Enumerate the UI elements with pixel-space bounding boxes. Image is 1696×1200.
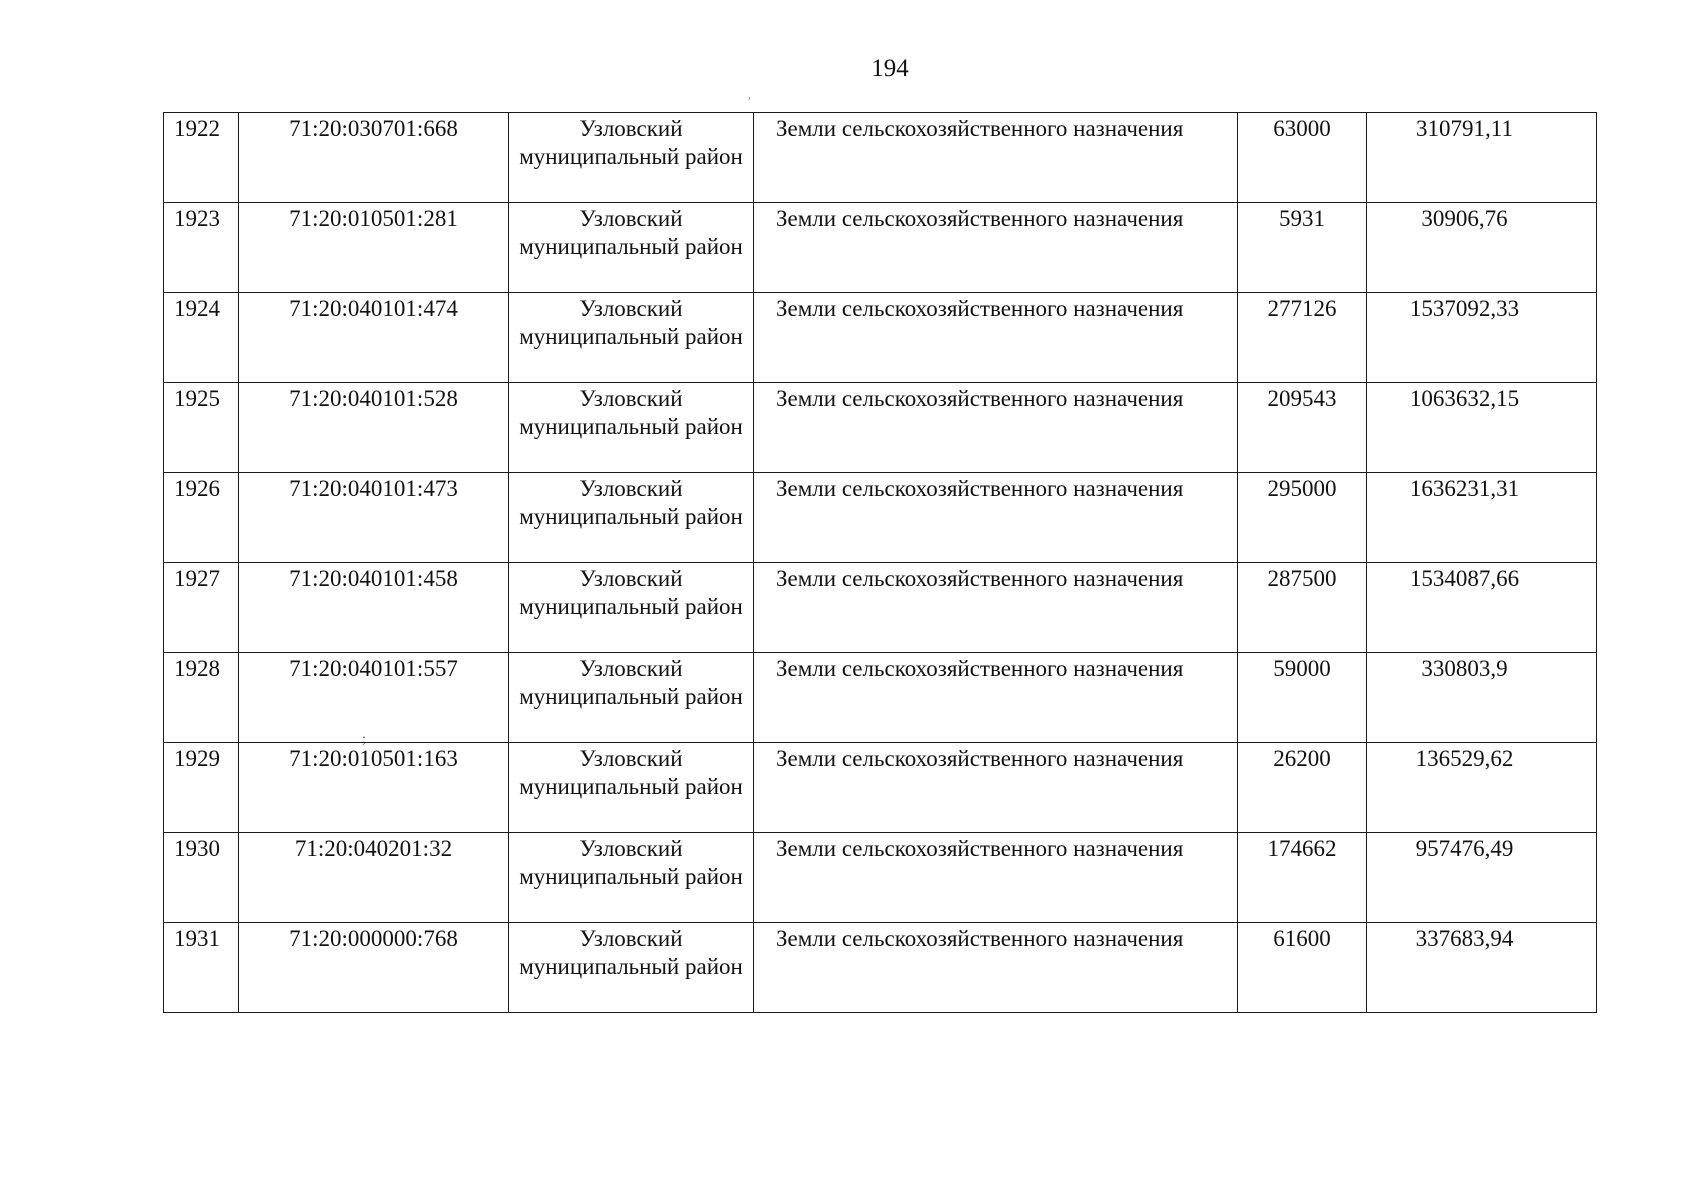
table-row [164, 203, 1597, 293]
land-category: Земли сельскохозяйственного назначения [754, 383, 1238, 473]
land-category: Земли сельскохозяйственного назначения [754, 563, 1238, 653]
area-value: 59000 [1238, 653, 1367, 743]
row-number: 1926 [164, 473, 239, 563]
cadastral-number: 71:20:010501:281 [239, 203, 509, 293]
area-value: 287500 [1238, 563, 1367, 653]
cadastral-value: 1636231,31 [1367, 473, 1597, 563]
area-value: 26200 [1238, 743, 1367, 833]
land-category: Земли сельскохозяйственного назначения [754, 113, 1238, 203]
scan-speck: ; [362, 732, 366, 747]
cadastral-number: 71:20:040101:473 [239, 473, 509, 563]
district-name: Узловский муниципальный район [509, 653, 754, 743]
table-row [164, 653, 1597, 743]
cadastral-number: 71:20:000000:768 [239, 923, 509, 1013]
cadastral-value: 1534087,66 [1367, 563, 1597, 653]
land-category: Земли сельскохозяйственного назначения [754, 653, 1238, 743]
district-name: Узловский муниципальный район [509, 383, 754, 473]
cadastral-number: 71:20:040101:458 [239, 563, 509, 653]
row-number: 1929 [164, 743, 239, 833]
row-number: 1925 [164, 383, 239, 473]
district-name: Узловский муниципальный район [509, 473, 754, 563]
area-value: 5931 [1238, 203, 1367, 293]
area-value: 295000 [1238, 473, 1367, 563]
cadastral-value: 30906,76 [1367, 203, 1597, 293]
table-row [164, 113, 1597, 203]
district-name: Узловский муниципальный район [509, 293, 754, 383]
area-value: 61600 [1238, 923, 1367, 1013]
table-row [164, 563, 1597, 653]
table-row [164, 833, 1597, 923]
district-name: Узловский муниципальный район [509, 563, 754, 653]
table-row [164, 473, 1597, 563]
cadastral-number: 71:20:030701:668 [239, 113, 509, 203]
table-row [164, 743, 1597, 833]
table-body [164, 113, 1597, 1013]
land-category: Земли сельскохозяйственного назначения [754, 833, 1238, 923]
row-number: 1923 [164, 203, 239, 293]
page-number: 194 [871, 55, 909, 82]
cadastral-value: 310791,11 [1367, 113, 1597, 203]
row-number: 1927 [164, 563, 239, 653]
district-name: Узловский муниципальный район [509, 923, 754, 1013]
cadastral-value: 1537092,33 [1367, 293, 1597, 383]
row-number: 1930 [164, 833, 239, 923]
cadastral-value: 1063632,15 [1367, 383, 1597, 473]
district-name: Узловский муниципальный район [509, 203, 754, 293]
area-value: 63000 [1238, 113, 1367, 203]
cadastral-number: 71:20:040101:474 [239, 293, 509, 383]
district-name: Узловский муниципальный район [509, 743, 754, 833]
land-category: Земли сельскохозяйственного назначения [754, 923, 1238, 1013]
cadastral-value: 136529,62 [1367, 743, 1597, 833]
district-name: Узловский муниципальный район [509, 113, 754, 203]
cadastral-number: 71:20:040101:557 [239, 653, 509, 743]
cadastral-value: 957476,49 [1367, 833, 1597, 923]
row-number: 1922 [164, 113, 239, 203]
cadastral-number: 71:20:010501:163 [239, 743, 509, 833]
area-value: 277126 [1238, 293, 1367, 383]
land-category: Земли сельскохозяйственного назначения [754, 293, 1238, 383]
cadastral-value: 337683,94 [1367, 923, 1597, 1013]
cadastral-number: 71:20:040101:528 [239, 383, 509, 473]
land-category: Земли сельскохозяйственного назначения [754, 203, 1238, 293]
cadastral-number: 71:20:040201:32 [239, 833, 509, 923]
table-row [164, 923, 1597, 1013]
row-number: 1924 [164, 293, 239, 383]
area-value: 174662 [1238, 833, 1367, 923]
cadastral-value: 330803,9 [1367, 653, 1597, 743]
land-category: Земли сельскохозяйственного назначения [754, 743, 1238, 833]
table-row [164, 293, 1597, 383]
land-category: Земли сельскохозяйственного назначения [754, 473, 1238, 563]
area-value: 209543 [1238, 383, 1367, 473]
district-name: Узловский муниципальный район [509, 833, 754, 923]
row-number: 1928 [164, 653, 239, 743]
land-registry-table [163, 112, 1597, 1013]
scan-speck: ˒ [747, 89, 752, 104]
table-row [164, 383, 1597, 473]
row-number: 1931 [164, 923, 239, 1013]
